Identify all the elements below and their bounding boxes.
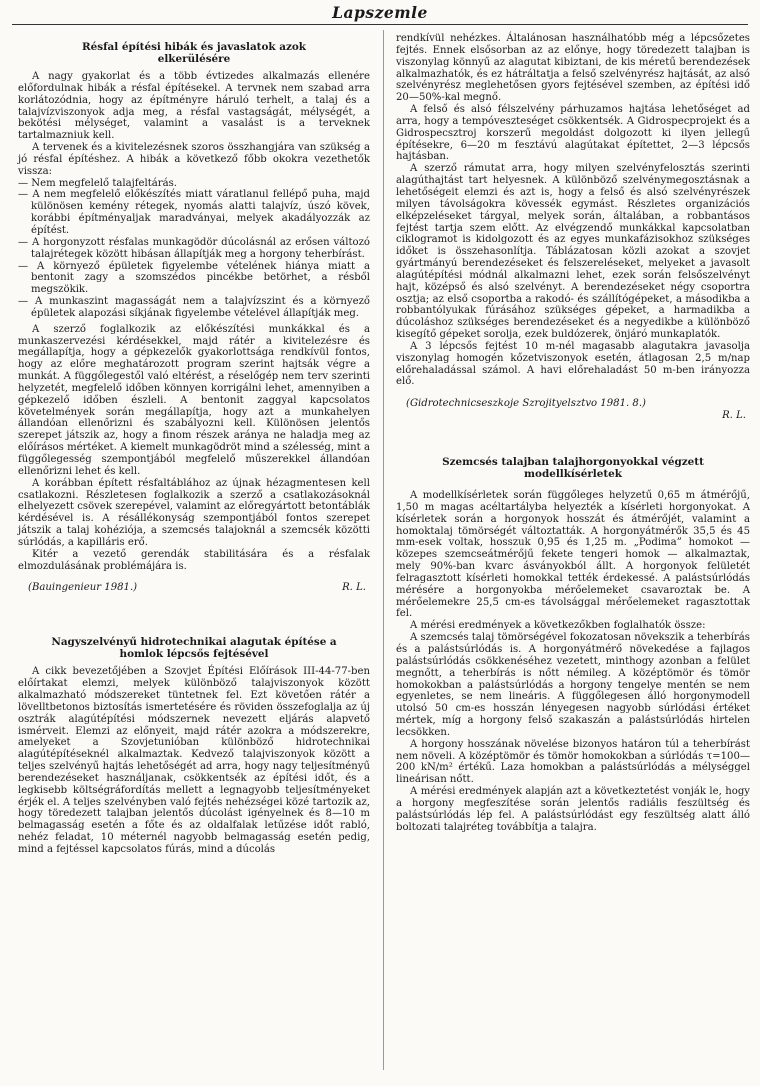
list-item: — A környező épületek figyelembe vételének hiánya miatt a bentonit zagy a szomszédos pincékbe betörhet, a résből megszökik.: [18, 260, 370, 296]
article-title-line: Résfal építési hibák és javaslatok azok: [81, 41, 306, 53]
article-title-line: elkerülésére: [157, 53, 231, 65]
list-item: — A munkaszint magasságát nem a talajvízszint és a környező épületek alapozási síkjának figyelembe vételével állapítják meg.: [18, 296, 370, 319]
list-item: — A nem megfelelő előkészítés miatt váratlanul fellépő puha, majd különösen kemény rétegek, nyomás alatti talajvíz, úszó kövek, korábbi építményaljak maradványai, melyek akadályozzák az építést.: [18, 189, 370, 236]
paragraph: A horgony hosszának növelése bizonyos határon túl a teherbírást nem növeli. A középtömör és tömör homokokban a súrlódás τ=100—200 kN/m² értékű. Laza homokban a palástsúrlódás a mélységgel lineárisan nőtt.: [396, 738, 750, 786]
paragraph: rendkívül nehézkes. Általánosan használhatóbb még a lépcsőzetes fejtés. Ennek elsősorban az az előnye, hogy töredezett talajban is viszonylag könnyű az alagutat kibiztani, de kis méretű berendezések alkalmazhatók, és ez hátráltatja a felső szelvényrész hajtását, az alsó szelvényrész meglehetősen gyors fejtésével szemben, az építési idő 20—50%-kal megnő.: [396, 33, 750, 104]
source-citation: (Gidrotechnicseszkoje Szrojityelsztvo 1981. 8.): [406, 398, 646, 410]
article-alagut-continued: [396, 33, 750, 422]
article-title-line: Nagyszelvényű hidrotechnikai alagutak építése a: [51, 636, 337, 649]
article-title: [18, 636, 370, 660]
paragraph: A nagy gyakorlat és a több évtizedes alkalmazás ellenére előfordulnak hibák a résfal építésekel. A tervnek nem szabad arra korlátozódnia, hogy az építményre háruló terhelt, a talaj és a talajvízviszonyok adja meg, a résfal vastagságát, mélységét, a bekötési mélységet, valamint a vasalást is a terveknek tartalmazniuk kell.: [18, 71, 370, 142]
article-title: [396, 456, 750, 480]
article-source-line: [396, 398, 750, 410]
article-alagut: [18, 636, 370, 856]
list-item: — Nem megfelelő talajfeltárás.: [18, 177, 178, 189]
source-citation: (Bauingenieur 1981.): [28, 582, 138, 594]
list-item: — A horgonyzott résfalas munkagödör dúcolásnál az erősen változó talajrétegek között hibásan állapítják meg a horgony teherbírást.: [18, 236, 370, 260]
paragraph: A szerző foglalkozik az előkészítési munkákkal és a munkaszervezési kérdésekkel, majd rátér a kivitelezésre és megállapítja, hogy a gépkezelők gyakorlottsága rendkívül fontos, hogy az előre meghatározott program szerint hajtsák végre a munkát. A függőlegestől való eltérést, a réselőgép nem terv szerinti helyzetét, megfelelő időben könnyen korrigálni lehet, amennyiben a gépkezelő időben észleli. A bentonit zaggyal kapcsolatos követelmények során megállapítja, hogy azt a munkahelyen állandóan ellenőrizni és szabályozni kell. Különösen jelentős szerepet játszik az, hogy a finom részek aránya ne haladja meg az előírásos mértéket. A kiemelt munkagödröt mind a szélesség, mint a függőlegesség szempontjából megfelelő műszerekkel állandóan ellenőrizni lehet és kell.: [18, 323, 370, 477]
page-title: Lapszemle: [332, 3, 428, 22]
article-title-line: Szemcsés talajban talajhorgonyokkal végzett: [442, 456, 704, 468]
section-gap: [396, 422, 750, 456]
article-author-line: [396, 410, 750, 422]
paragraph: A szerző rámutat arra, hogy milyen szelvényfelosztás szerinti alagúthajtást tart helyesnek. A különböző szelvénymegosztásnak a lehetőségeit elemzi és azt is, hogy a felső és alsó szelvényrészek milyen távolságokra kövessék egymást. Részletes organizációs elképzeléseket tárgyal, melyek során, általában, a robbantásos fejtést tartja szem előtt. Az elvégzendő munkákkal kapcsolatban ciklogramot is kidolgozott és az egyes munkafázisokhoz szükséges időket is összehasonlítja. Táblázatosan közli azokat a szovjet gyártmányú berendezéseket és felszereléseket, melyeket a javasolt alagútépítési módnál alkalmazni lehet, ezek során felsőszelvényt hajt, középső és alsó szelvényt. A berendezéseket négy csoportra osztja; az első csoportba a rakodó- és szállítógépeket, a másodikba a robbantólyukak fúrásához szükséges gépeket, a harmadikba a dúcoláshoz szükséges berendezéseket és a negyedikbe a különböző kisegítő gépeket sorolja, ezek buldózerek, önjáró munkaplatók.: [396, 163, 750, 341]
section-gap: [18, 594, 370, 628]
paragraph: A szemcsés talaj tömörségével fokozatosan növekszik a teherbírás és a palástsúrlódás is. A horgonyátmérő növekedése a fajlagos palástsúrlódás csökkenéséhez vezetett, minthogy azonban a felület megnőtt, a teherbírás is nőtt némileg. A középtömör és tömör homokokban a palástsúrlódás a horgony tengelye mentén se nem egyenletes, se nem lineáris. A függőlegesen álló horgonymodell utolsó 50 cm-es hosszán lényegesen nagyobb súrlódási értéket mértek, míg a horgony felső szakaszán a palástsúrlódás hirtelen lecsökken.: [396, 632, 750, 738]
paragraph: A mérési eredmények a következőkben foglalhatók össze:: [410, 620, 706, 632]
header-rule: [12, 24, 748, 25]
author-initials: R. L.: [722, 410, 746, 422]
article-title-line: modellkísérletek: [524, 468, 622, 480]
author-initials: R. L.: [342, 582, 366, 594]
left-column: [18, 33, 370, 856]
article-title: [18, 41, 370, 65]
right-column: [396, 33, 750, 833]
cause-list: [18, 178, 370, 320]
paragraph: A cikk bevezetőjében a Szovjet Építési Előírások III-44-77-ben előírtakat elemzi, melyek különböző talajviszonyok között alkalmazható módszereket tüntetnek fel. Ezt követően rátér a lövelltbetonos biztosítás ismertetésére és röviden összefoglalja az új osztrák alagútépítési módszernek nevezett eljárás alapvető ismérveit. Elemzi az előnyeit, majd rátér azokra a módszerekre, amelyeket a Szovjetunióban különböző hidrotechnikai alagútépítéseknél alkalmaztak. Kedvező talajviszonyok között a teljes szelvényű hajtás lehetőségét ad arra, hogy nagy teljesítményű berendezéseket használjanak, csökkentsék az építési időt, és a legkisebb költségráfordítás mellett a legnagyobb teljesítményeket érjék el. A teljes szelvényben való fejtés nehézségei közé tartozik az, hogy töredezett talajban jelentős dúcolást igényelnek és 8—10 m belmagasság esetén a főte és az oldalfalak letűzése időt rabló, nehéz feladat, 10 méternél nagyobb belmagasság esetén pedig, mind a fejtéssel kapcsolatos fúrás, mind a dúcolás: [18, 666, 370, 855]
column-divider: [383, 30, 384, 1070]
paragraph: A modellkísérletek során függőleges helyzetű 0,65 m átmérőjű, 1,50 m magas acéltartályba helyezték a kísérleti horgonyokat. A kísérletek során a horgonyok hosszát és átmérőjét, valamint a homoktalaj tömörségét változtatták. A horgonyátmérők 35,5 és 45 mm-esek voltak, hosszuk 0,95 és 1,25 m. „Podima” homokot — közepes szemcseátmérőjű fekete tengeri homok — alkalmaztak, mely 90%-ban kvarc ásványokból állt. A horgonyok felületét felragasztott kísérleti homokkal tették érdekessé. A palástsúrlódás mérésére a horgonyokba mérőelemeket csavaroztak be. A mérőelemekre 25,5 cm-es távolsággal mérőelemeket ragasztottak fel.: [396, 490, 750, 620]
page-header: [0, 0, 760, 30]
paragraph: A felső és alsó félszelvény párhuzamos hajtása lehetőséget ad arra, hogy a tempóveszteséget csökkentsék. A Gidrospecprojekt és a Gidrospecsztroj korszerű megoldást dolgozott ki ilyen jellegű építésekre, 6—20 m fesztávú alagútakat építettet, 2—3 lépcsős hajtásban.: [396, 104, 750, 163]
paragraph: A tervenek és a kivitelezésnek szoros összhangjára van szükség a jó résfal építéshez. A hibák a következő főbb okokra vezethetők vissza:: [18, 142, 370, 177]
paragraph: A mérési eredmények alapján azt a következtetést vonják le, hogy a horgony megfeszítése során jelentős radiális feszültség és palástsúrlódás lép fel. A palástsúrlódást egy feszültség alatt álló boltozati talajréteg továbbítja a talajra.: [396, 786, 750, 833]
paragraph: A 3 lépcsős fejtést 10 m-nél magasabb alagutakra javasolja viszonylag homogén kőzetviszonyok esetén, átlagosan 2,5 m/nap előrehaladással számol. A havi előrehaladást 50 m-ben irányozza elő.: [396, 340, 750, 388]
article-source-line: [18, 582, 370, 594]
article-talajhorgony: [396, 456, 750, 833]
article-title-line: homlok lépcsős fejtésével: [119, 648, 269, 661]
article-resfal: [18, 41, 370, 594]
paragraph: A korábban épített résfaltáblához az újnak hézagmentesen kell csatlakozni. Részletesen foglalkozik a szerző a csatlakozásoknál elhelyezett csövek szerepével, valamint az előregyártott betontáblák kérdésével is. A résállékonyság szempontjából fontos szerepet játszik a talaj kohéziója, a szemcsés talajoknál a szemcsék közötti súrlódás, a kapilláris erő.: [18, 477, 370, 548]
paragraph: Kitér a vezető gerendák stabilitására és a résfalak elmozdulásának problémájára is.: [18, 548, 370, 572]
